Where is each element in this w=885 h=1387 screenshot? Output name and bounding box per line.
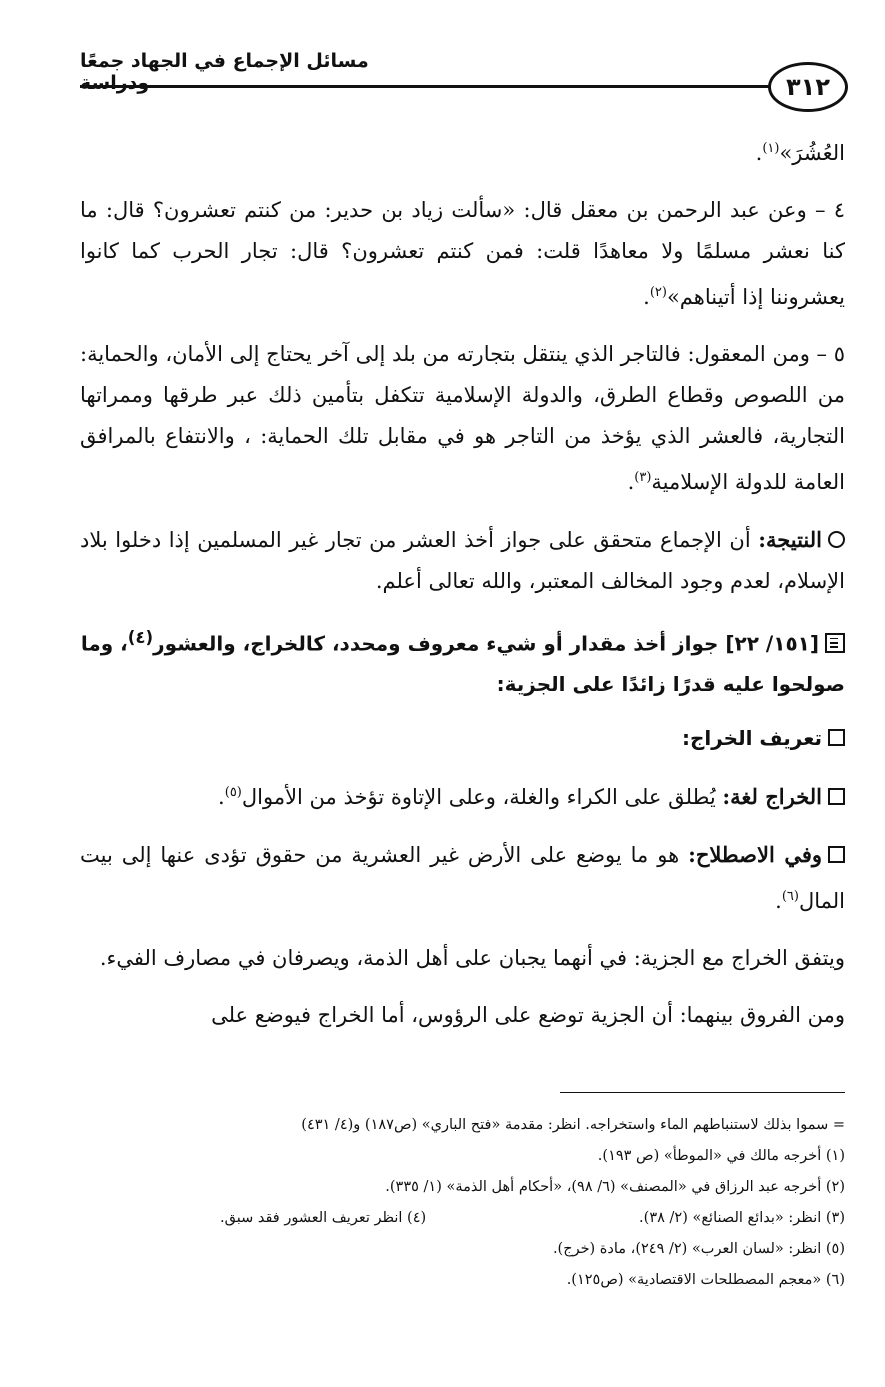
page-number-text: ٣١٢ [786, 73, 830, 101]
footnote-continuation: = سموا بذلك لاستنباطهم الماء واستخراجه. انظر: مقدمة «فتح الباري» (ص١٨٧) و(٤/ ٤٣١) [301, 1117, 845, 1133]
header-rule [80, 85, 770, 88]
main-text [80, 128, 845, 1052]
square-bullet-icon [828, 729, 845, 746]
footnote-row-3-4 [80, 1203, 845, 1234]
paragraph-result: النتيجة: أن الإجماع متحقق على جواز أخذ العشر من تجار غير المسلمين إذا دخلوا بلاد الإسلام، لعدم وجود المخالف المعتبر، والله تعالى أعلم. [80, 527, 845, 593]
page-number [768, 62, 848, 112]
paragraph-evidence-4: ٤ – وعن عبد الرحمن بن معقل قال: «سألت زياد بن حدير: من كنتم تعشرون؟ قال: ما كنا نعشر مسلمًا ولا معاهدًا قلت: فمن كنتم تعشرون؟ قال: تجار الحرب كما كانوا يعشروننا إذا أتيناهم»$^{(٢)}$. [80, 198, 845, 309]
paragraph-evidence-5: ٥ – ومن المعقول: فالتاجر الذي ينتقل بتجارته من بلد إلى آخر يحتاج إلى الأمان، والحماية: من اللصوص وقطاع الطرق، والدولة الإسلامية تتكفل بتأمين ذلك عبر طرقها وممراتها التجارية، فالعشر الذي يؤخذ من التاجر هو في مقابل تلك الحماية: ، والانتفاع بالمرافق العامة للدولة الإسلامية$^{(٣)}$. [80, 342, 845, 494]
paragraph-quote-end: العُشُرَ»$^{(١)}$. [755, 141, 845, 165]
running-title: مسائل الإجماع في الجهاد جمعًا ودراسة [80, 50, 369, 94]
footnote-6: (٦) «معجم المصطلحات الاقتصادية» (ص١٢٥). [566, 1272, 845, 1288]
issue-heading: [١٥١/ ٢٢] جواز أخذ مقدار أو شيء معروف ومحدد، كالخراج، والعشور$^{(٤)}$، وما صولحوا عليه قدرًا زائدًا على الجزية: [80, 628, 845, 696]
footnote-ref: (٤) [127, 628, 154, 647]
paragraph-technical-definition: وفي الاصطلاح: هو ما يوضع على الأرض غير العشرية من حقوق تؤدى عنها إلى بيت المال$^{(٦)}$. [80, 841, 845, 913]
paragraph-differences: ومن الفروق بينهما: أن الجزية توضع على الرؤوس، أما الخراج فيوضع على [211, 1002, 845, 1027]
book-icon [825, 633, 845, 653]
footnote-ref: (٥) [224, 784, 242, 800]
footnote-2: (٢) أخرجه عبد الرزاق في «المصنف» (٦/ ٩٨)، «أحكام أهل الذمة» (١/ ٣٣٥). [385, 1179, 845, 1195]
definition-heading: تعريف الخراج: [80, 718, 845, 758]
footnote-ref: (٢) [649, 285, 667, 300]
footnote-ref: (٣) [634, 470, 652, 485]
footnote-5: (٥) انظر: «لسان العرب» (٢/ ٢٤٩)، مادة (خرج). [552, 1241, 845, 1257]
footnote-1: (١) أخرجه مالك في «الموطأ» (ص ١٩٣). [597, 1148, 845, 1164]
issue-number: [١٥١/ ٢٢] [725, 631, 819, 656]
circle-bullet-icon [828, 531, 845, 548]
paragraph-agreement: ويتفق الخراج مع الجزية: في أنهما يجبان على أهل الذمة، ويصرفان في مصارف الفيء. [99, 945, 845, 970]
result-label: النتيجة: [758, 527, 822, 552]
square-bullet-icon [828, 788, 845, 805]
footnote-4: (٤) انظر تعريف العشور فقد سبق. [220, 1210, 427, 1226]
square-bullet-icon [828, 846, 845, 863]
footnotes [80, 1110, 845, 1296]
footnote-ref: (٦) [781, 888, 799, 904]
footnote-ref: (١) [762, 141, 780, 156]
footnote-3: (٣) انظر: «بدائع الصنائع» (٢/ ٣٨). [639, 1210, 845, 1226]
paragraph-linguistic-definition: الخراج لغة: يُطلق على الكراء والغلة، وعلى الإتاوة تؤخذ من الأموال$^{(٥)}$. [80, 772, 845, 818]
footnote-separator [560, 1092, 845, 1093]
